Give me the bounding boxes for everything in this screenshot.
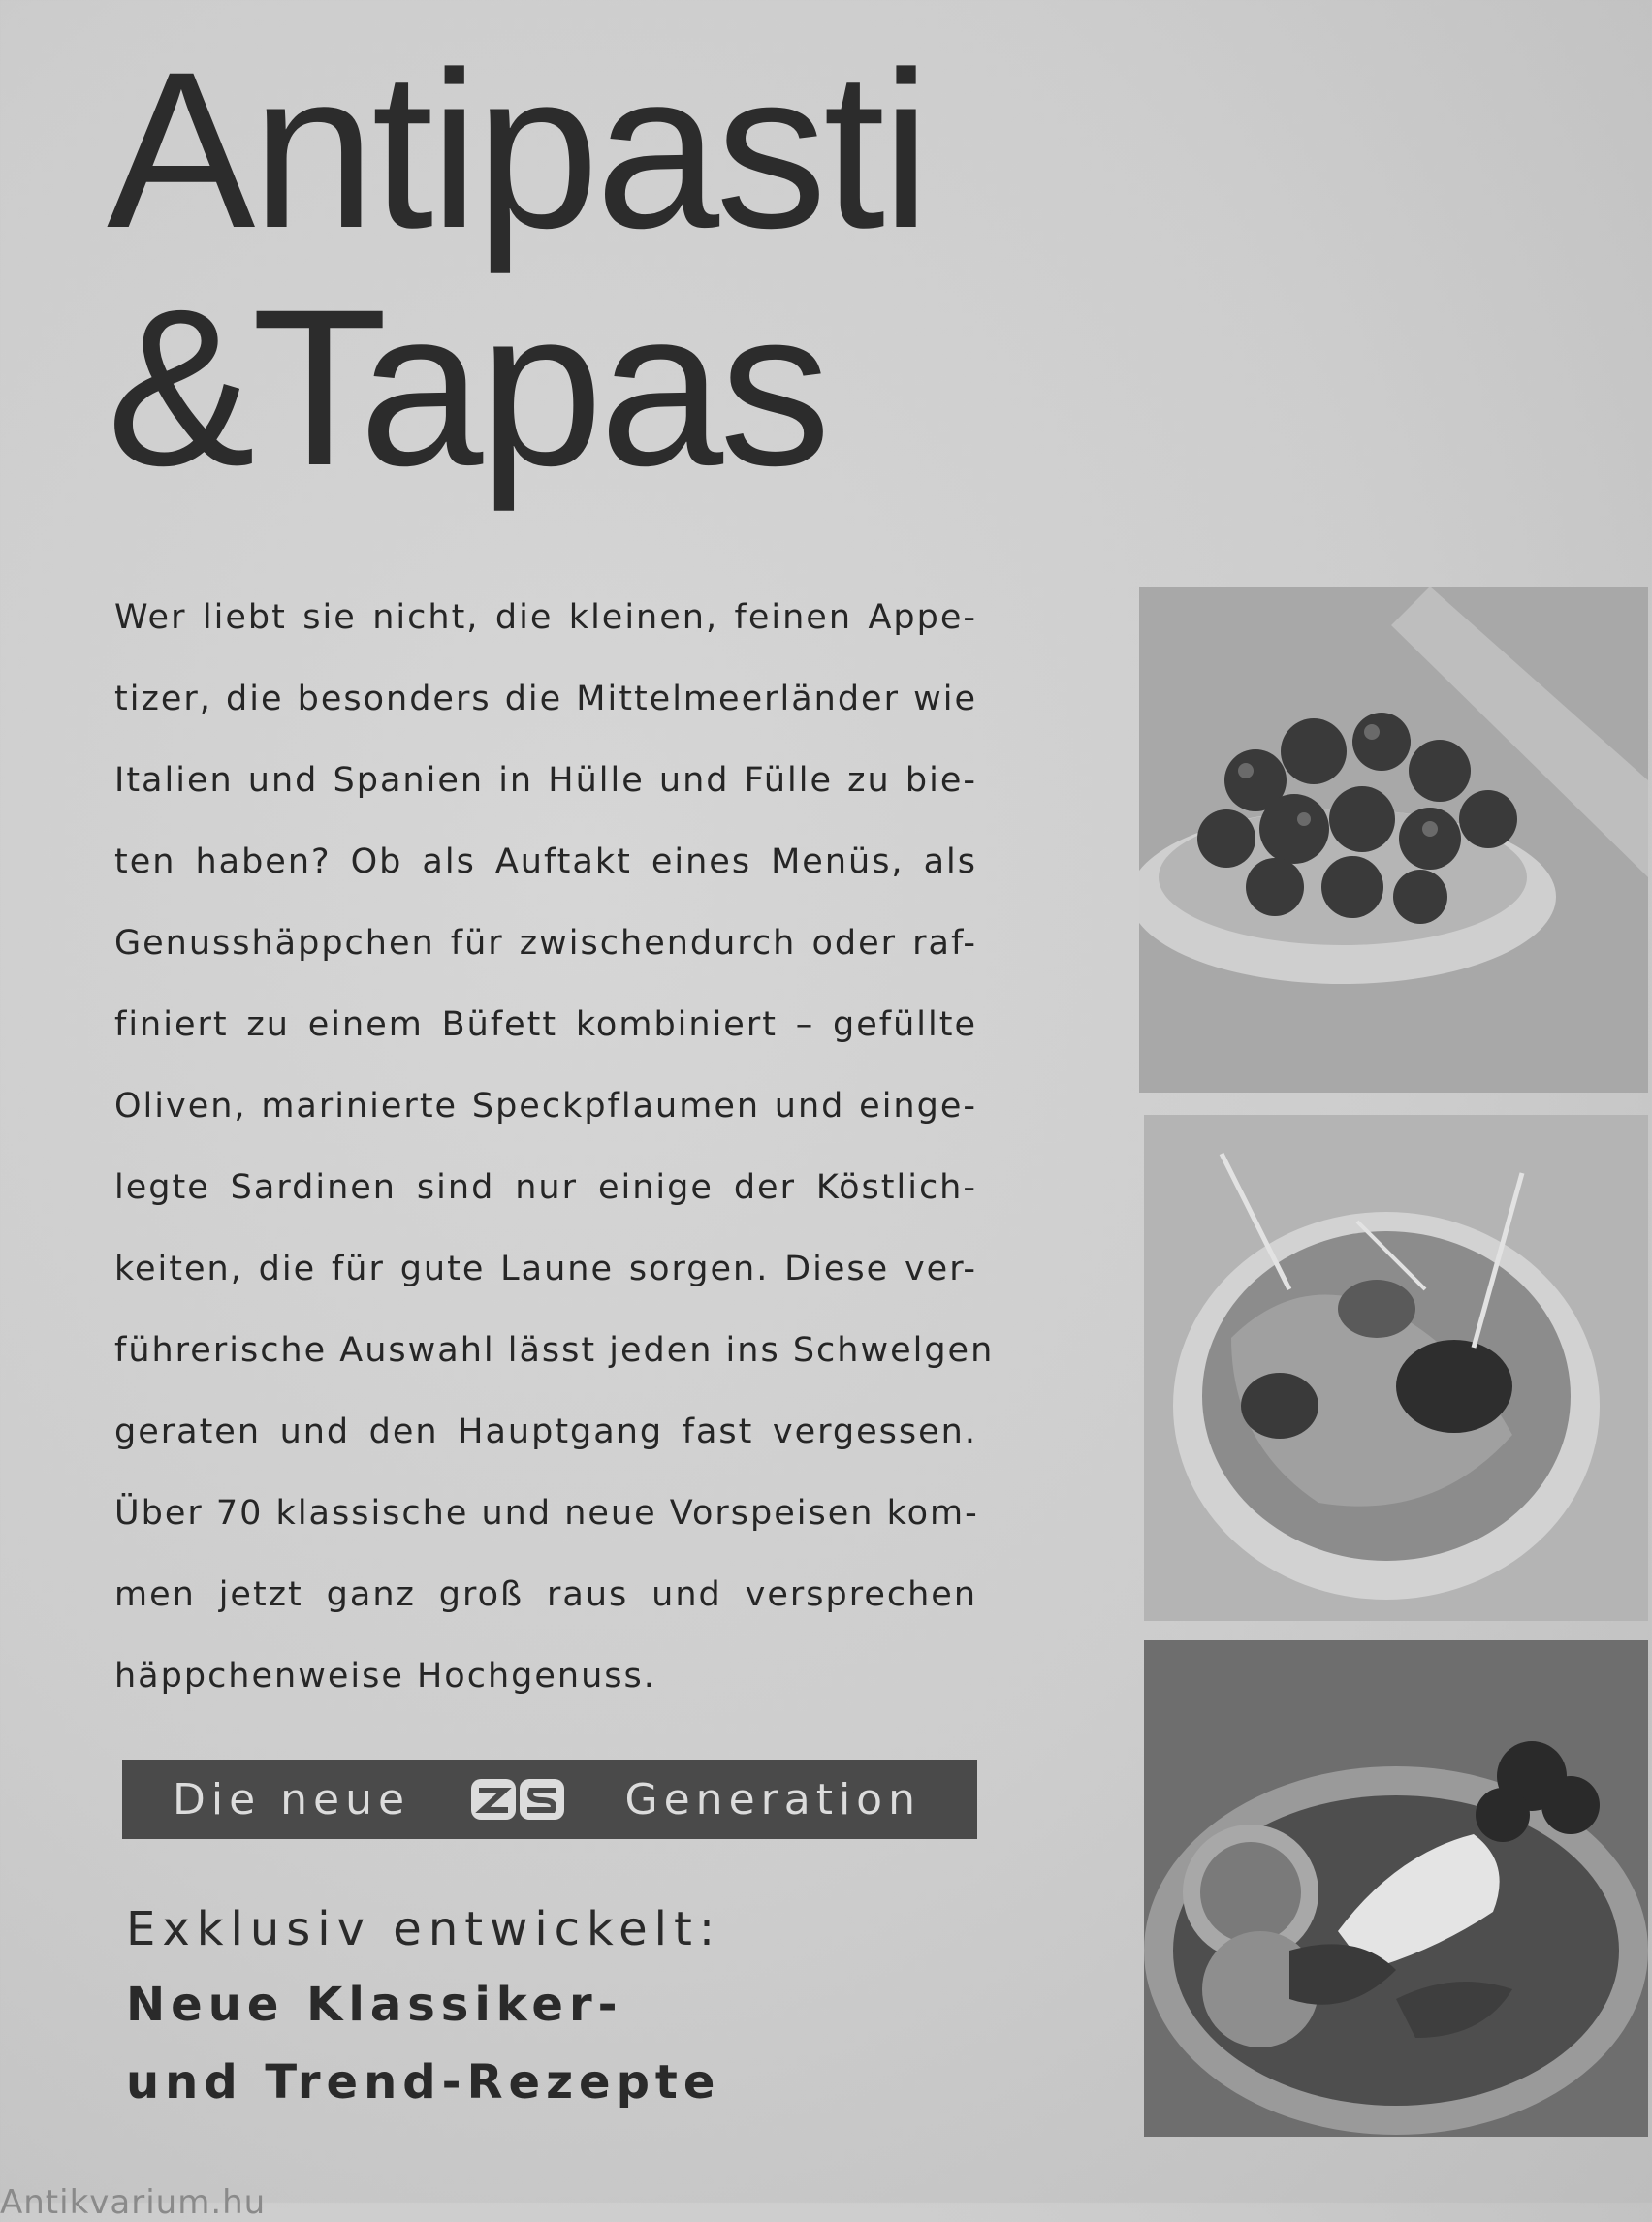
blurb-line: keiten, die für gute Laune sorgen. Diese ver- [114,1250,977,1288]
blurb-line: finiert zu einem Büfett kombiniert – gefüllte [114,1005,977,1044]
title-line-1: Antipasti [107,25,928,274]
blurb-line: legte Sardinen sind nur einige der Köstlich- [114,1168,977,1207]
claim-line-1: Exklusiv entwickelt: [126,1902,721,1956]
claim-line-2: Neue Klassiker- [126,1978,623,2032]
blurb-line: Über 70 klassische und neue Vorspeisen kom- [114,1494,979,1533]
claim-line-3: und Trend-Rezepte [126,2055,721,2110]
blurb-line: geraten und den Hauptgang fast vergessen. [114,1413,977,1451]
olives-photo [1139,587,1648,1093]
series-logo-icon [469,1775,566,1824]
sardine-rolls-photo [1144,1115,1648,1621]
blurb-line: men jetzt ganz groß raus und versprechen [114,1575,977,1614]
blurb-line: führerische Auswahl lässt jeden ins Schwelgen [114,1331,995,1370]
watermark: Antikvarium.hu [0,2183,267,2222]
series-band [122,1760,977,1839]
blurb-line: häppchenweise Hochgenuss. [114,1657,656,1696]
band-label-right: Generation [624,1774,921,1825]
salad-plate-photo [1144,1640,1648,2137]
blurb-line: tizer, die besonders die Mittelmeerländer wie [114,680,977,718]
band-label-left: Die neue [173,1774,411,1825]
blurb-line: ten haben? Ob als Auftakt eines Menüs, als [114,842,977,881]
blurb-line: Genusshäppchen für zwischendurch oder raf- [114,924,977,963]
blurb-line: Italien und Spanien in Hülle und Fülle zu bie- [114,761,977,800]
blurb-line: Oliven, marinierte Speckpflaumen und einge- [114,1087,977,1126]
blurb-text [114,587,995,1728]
blurb-line: Wer liebt sie nicht, die kleinen, feinen Appe- [114,598,977,637]
title-line-2: &Tapas [107,263,828,512]
